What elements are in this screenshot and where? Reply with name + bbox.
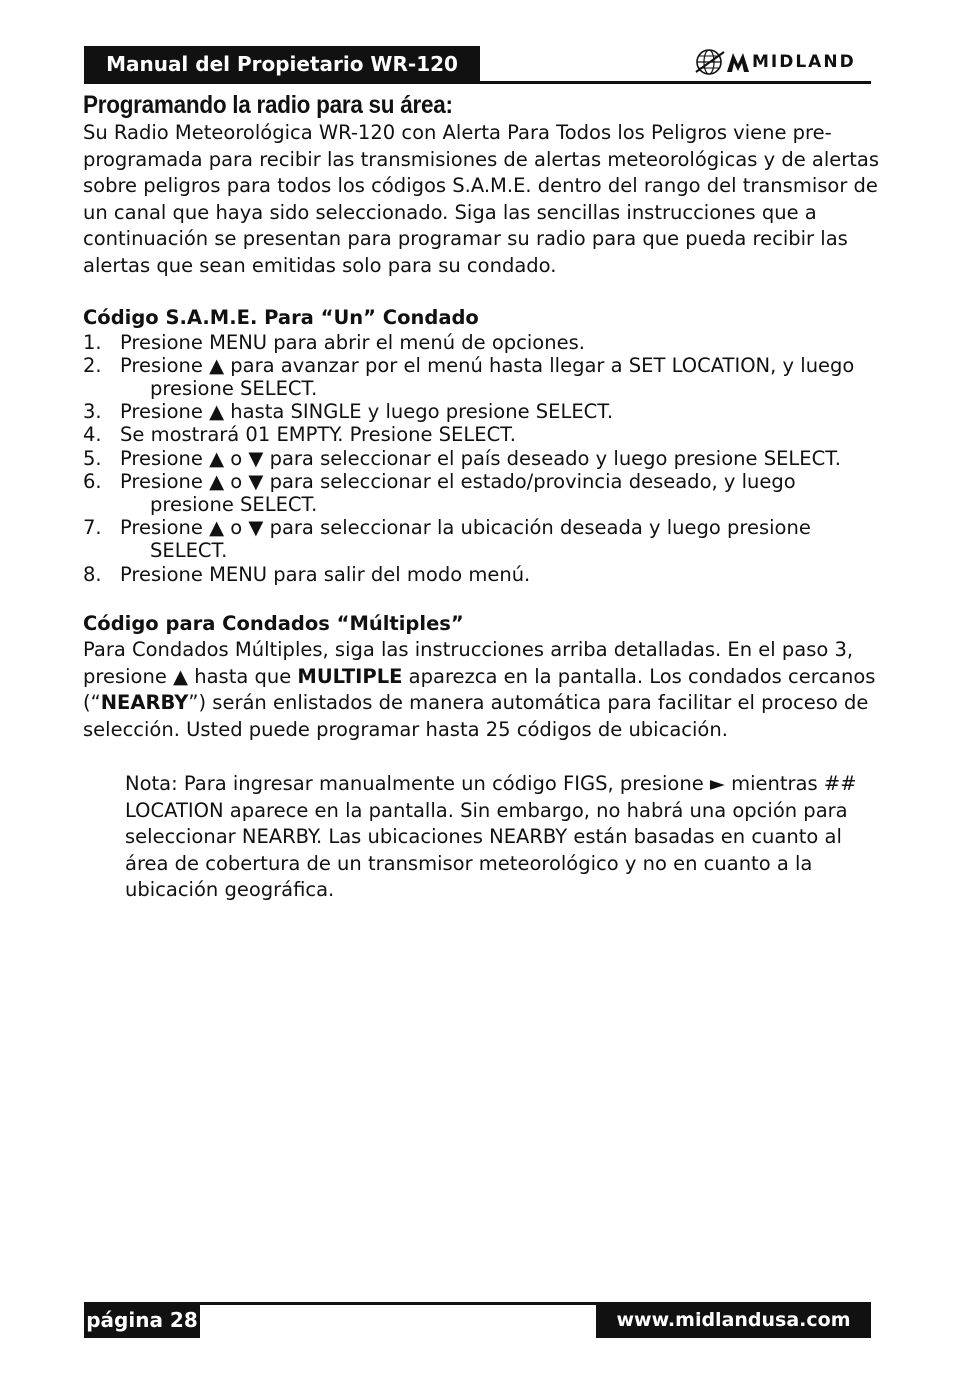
multiple-county-heading: Código para Condados “Múltiples”	[83, 611, 464, 635]
page-number: página 28	[86, 1308, 198, 1332]
step-item: 6. Presione ▲ o ▼ para seleccionar el estado/provincia deseado, y luego presione SELECT.	[83, 469, 796, 516]
step-item: 8. Presione MENU para salir del modo menú.	[83, 562, 531, 586]
step-item: 7. Presione ▲ o ▼ para seleccionar la ubicación deseada y luego presione SELECT.	[83, 516, 811, 563]
intro-paragraph: Su Radio Meteorológica WR-120 con Alerta Para Todos los Peligros viene pre-programada para recibir las transmisiones de alertas meteorológicas y de alertas sobre peligros para todos los códigos S.A.M.E. dentro del rango del transmisor de un canal que haya sido seleccionado. Siga las sencillas instrucciones que a continuación se presentan para programar su radio para que pueda recibir las alertas que sean emitidas solo para su condado.	[83, 121, 880, 277]
step-item: 3. Presione ▲ hasta SINGLE y luego presione SELECT.	[83, 400, 614, 424]
nearby-keyword: NEARBY	[100, 691, 189, 715]
globe-logo-icon	[694, 47, 726, 77]
header-divider	[84, 81, 871, 84]
note-paragraph: Nota: Para ingresar manualmente un código FIGS, presione ► mientras ## LOCATION aparece en la pantalla. Sin embargo, no habrá una opción para seleccionar NEARBY. Las ubicaciones NEARBY están basadas en cuanto al área de cobertura de un transmisor meteorológico y no en cuanto a la ubicación geográfica.	[125, 771, 857, 902]
single-county-steps	[83, 331, 888, 586]
single-county-heading: Código S.A.M.E. Para “Un” Condado	[83, 305, 479, 329]
page-number-tab	[84, 1302, 200, 1338]
manual-title: Manual del Propietario WR-120	[106, 52, 458, 76]
step-item: 1. Presione MENU para abrir el menú de opciones.	[83, 330, 585, 354]
midland-m-mark	[726, 51, 750, 73]
step-item: 4. Se mostrará 01 EMPTY. Presione SELECT.	[83, 423, 516, 447]
logo-wordmark: MIDLAND	[752, 52, 856, 72]
manual-title-tab	[84, 46, 480, 82]
website-url: www.midlandusa.com	[616, 1309, 851, 1331]
section-heading: Programando la radio para su área:	[83, 91, 453, 119]
step-item: 5. Presione ▲ o ▼ para seleccionar el país deseado y luego presione SELECT.	[83, 446, 842, 470]
midland-logo	[694, 45, 874, 79]
website-tab	[596, 1302, 871, 1338]
step-item: 2. Presione ▲ para avanzar por el menú hasta llegar a SET LOCATION, y luego presione SELECT.	[83, 353, 855, 400]
page-content	[83, 90, 888, 904]
multiple-county-paragraph: Para Condados Múltiples, siga las instrucciones arriba detalladas. En el paso 3, presione ▲ hasta que MULTIPLE aparezca en la pantalla. Los condados cercanos (“NEARBY”) serán enlistados de manera automática para facilitar el proceso de selección. Usted puede programar hasta 25 códigos de ubicación.	[83, 637, 876, 742]
multiple-keyword: MULTIPLE	[297, 664, 403, 688]
